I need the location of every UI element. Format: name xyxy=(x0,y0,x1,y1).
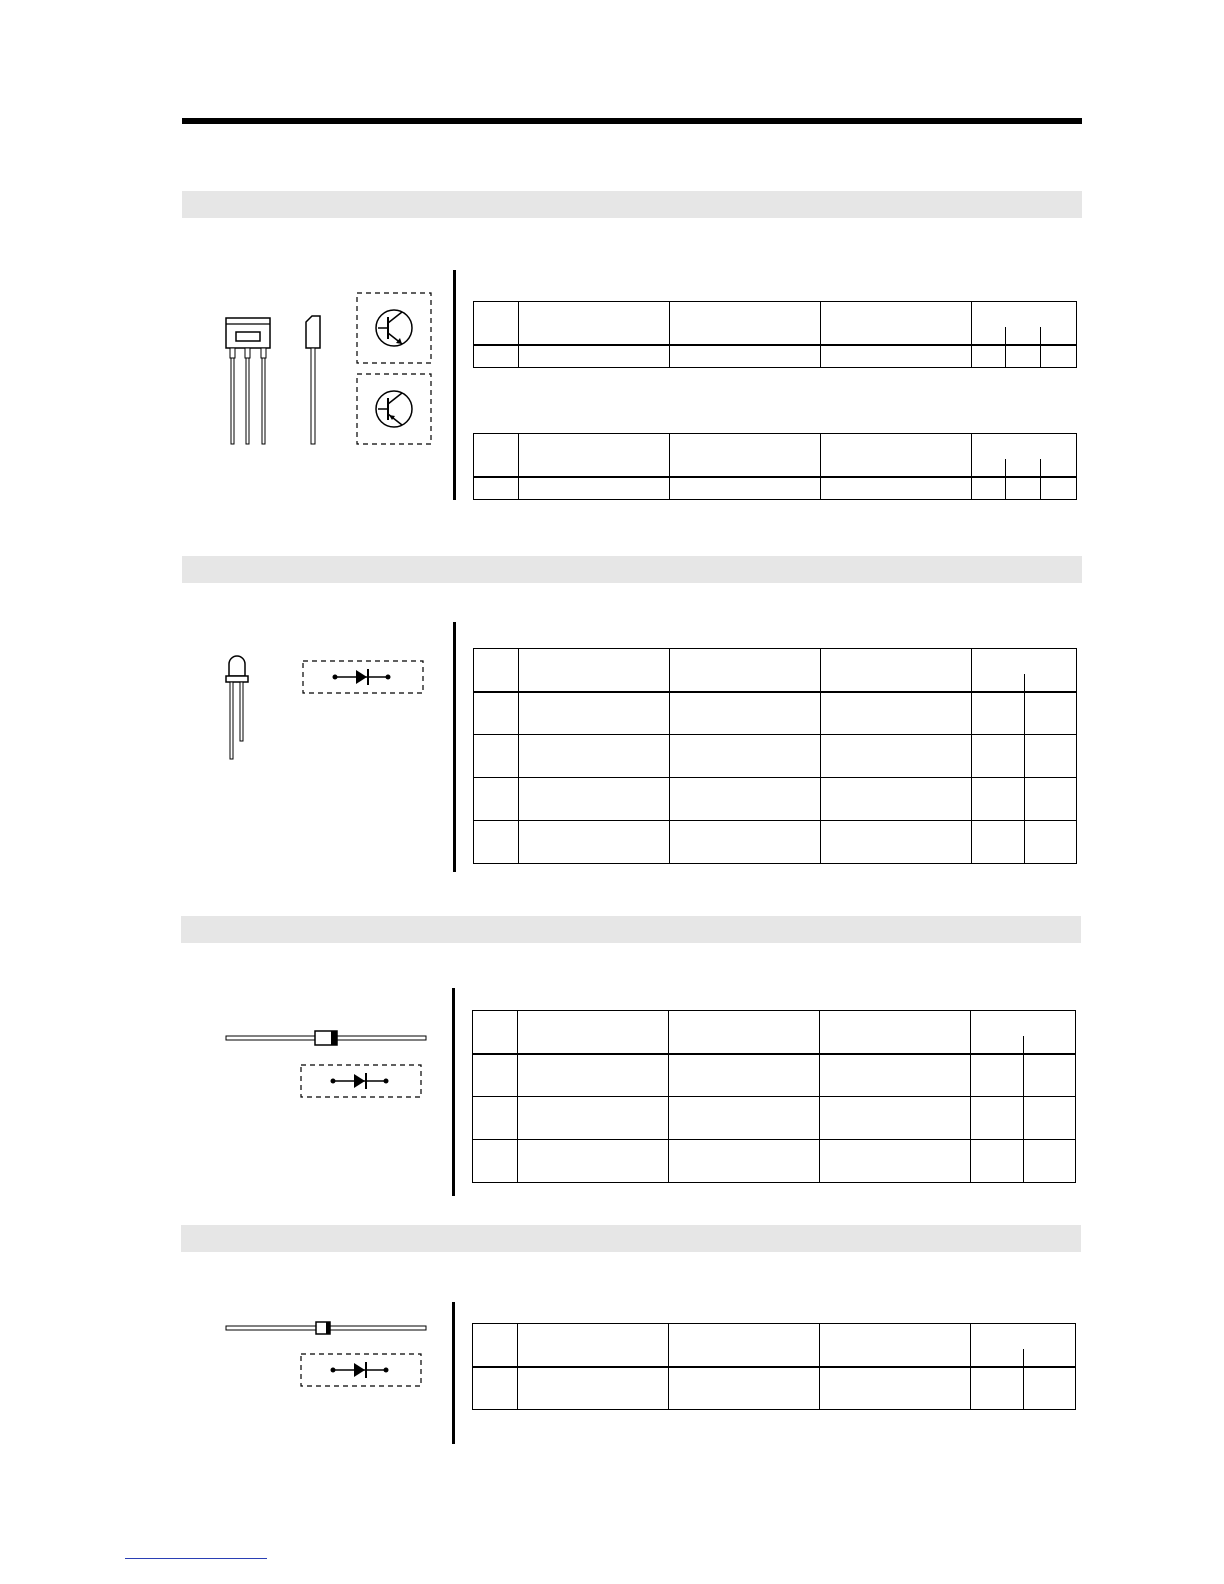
table-cell xyxy=(821,735,972,778)
table-header-cell xyxy=(670,434,821,477)
table-header-cell xyxy=(519,434,670,477)
cell-subdivider xyxy=(1005,346,1006,368)
table-cell xyxy=(820,1140,971,1183)
table-cell xyxy=(821,477,972,500)
table-header-cell xyxy=(518,1011,669,1054)
table-cell xyxy=(820,1367,971,1410)
spec-table-4 xyxy=(472,1323,1076,1410)
header-subdivider xyxy=(1023,1349,1024,1366)
table-cell xyxy=(474,821,519,864)
transistor-package-front-icon xyxy=(224,316,274,448)
table-cell xyxy=(669,1097,820,1140)
cell-subdivider xyxy=(1024,821,1025,863)
table-header-cell xyxy=(519,302,670,345)
table-cell xyxy=(474,735,519,778)
table-cell xyxy=(971,1097,1076,1140)
table-header-cell xyxy=(519,649,670,692)
table-cell xyxy=(971,1367,1076,1410)
table-cell xyxy=(821,692,972,735)
table-cell xyxy=(972,477,1077,500)
table-row xyxy=(473,1140,1076,1183)
table-row xyxy=(474,821,1077,864)
table-cell xyxy=(474,345,519,368)
table-cell xyxy=(971,1054,1076,1097)
section-band-3 xyxy=(181,916,1081,943)
table-row xyxy=(473,1367,1076,1410)
table-cell xyxy=(821,821,972,864)
section-divider-1 xyxy=(453,270,456,500)
table-cell xyxy=(474,692,519,735)
table-header-cell xyxy=(670,649,821,692)
table-cell xyxy=(820,1054,971,1097)
table-row xyxy=(474,778,1077,821)
header-subdivider xyxy=(1005,459,1006,476)
table-cell xyxy=(474,477,519,500)
table-cell xyxy=(820,1097,971,1140)
spec-table-3 xyxy=(472,1010,1076,1183)
table-header-cell xyxy=(473,1324,518,1367)
table-cell xyxy=(473,1367,518,1410)
section-band-4 xyxy=(181,1225,1081,1252)
table-row xyxy=(474,477,1077,500)
table-header-cell xyxy=(474,649,519,692)
table-cell xyxy=(518,1140,669,1183)
table-header-cell xyxy=(820,1324,971,1367)
table-cell xyxy=(670,778,821,821)
table-cell xyxy=(669,1367,820,1410)
table-header-cell xyxy=(670,302,821,345)
section-divider-2 xyxy=(453,622,456,872)
table-cell xyxy=(473,1140,518,1183)
table-cell xyxy=(670,345,821,368)
cell-subdivider xyxy=(1040,478,1041,500)
led-package-icon xyxy=(222,654,252,762)
table-header-cell xyxy=(821,649,972,692)
cell-subdivider xyxy=(1040,346,1041,368)
table-cell xyxy=(518,1054,669,1097)
section-band-1 xyxy=(182,191,1082,218)
table-cell xyxy=(474,778,519,821)
spec-table-1b xyxy=(473,433,1077,500)
header-subdivider xyxy=(1040,459,1041,476)
table-cell xyxy=(971,1140,1076,1183)
table-header-cell xyxy=(669,1011,820,1054)
table-cell xyxy=(972,692,1077,735)
axial-diode-package-icon xyxy=(226,1320,428,1336)
table-cell xyxy=(519,735,670,778)
diode-symbol-icon xyxy=(302,660,424,694)
table-cell xyxy=(473,1054,518,1097)
table-row xyxy=(473,1054,1076,1097)
table-cell xyxy=(519,345,670,368)
table-header-cell xyxy=(821,302,972,345)
header-subdivider xyxy=(1024,674,1025,691)
table-cell xyxy=(519,821,670,864)
table-header-cell xyxy=(972,649,1077,692)
header-subdivider xyxy=(1040,327,1041,344)
table-header-cell xyxy=(820,1011,971,1054)
cell-subdivider xyxy=(1005,478,1006,500)
table-cell xyxy=(519,778,670,821)
section-divider-3 xyxy=(452,988,455,1196)
table-row xyxy=(473,1097,1076,1140)
header-subdivider xyxy=(1005,327,1006,344)
cell-subdivider xyxy=(1023,1055,1024,1097)
npn-transistor-symbol-icon xyxy=(356,292,432,364)
table-header-cell xyxy=(518,1324,669,1367)
table-cell xyxy=(670,692,821,735)
table-cell xyxy=(670,735,821,778)
transistor-package-side-icon xyxy=(302,314,324,446)
section-band-2 xyxy=(182,556,1082,583)
diode-symbol-icon xyxy=(300,1064,422,1098)
top-rule xyxy=(182,118,1082,124)
section-divider-4 xyxy=(452,1302,455,1444)
pnp-transistor-symbol-icon xyxy=(356,373,432,445)
table-header-cell xyxy=(474,302,519,345)
footer-link[interactable] xyxy=(125,1558,267,1559)
table-cell xyxy=(972,735,1077,778)
diode-symbol-icon xyxy=(300,1353,422,1387)
cell-subdivider xyxy=(1023,1140,1024,1182)
cell-subdivider xyxy=(1024,778,1025,820)
table-header-cell xyxy=(473,1011,518,1054)
table-cell xyxy=(972,778,1077,821)
table-cell xyxy=(669,1140,820,1183)
table-cell xyxy=(821,778,972,821)
spec-table-1a xyxy=(473,301,1077,368)
table-cell xyxy=(670,821,821,864)
table-header-cell xyxy=(669,1324,820,1367)
table-cell xyxy=(518,1097,669,1140)
table-row xyxy=(474,735,1077,778)
cell-subdivider xyxy=(1024,693,1025,735)
table-header-cell xyxy=(474,434,519,477)
header-subdivider xyxy=(1023,1036,1024,1053)
table-cell xyxy=(972,821,1077,864)
spec-table-2 xyxy=(473,648,1077,864)
table-header-cell xyxy=(972,302,1077,345)
table-row xyxy=(474,692,1077,735)
table-row xyxy=(474,345,1077,368)
table-cell xyxy=(519,692,670,735)
table-cell xyxy=(821,345,972,368)
table-cell xyxy=(518,1367,669,1410)
table-header-cell xyxy=(971,1324,1076,1367)
cell-subdivider xyxy=(1024,735,1025,777)
table-header-cell xyxy=(821,434,972,477)
table-cell xyxy=(519,477,670,500)
axial-diode-package-icon xyxy=(226,1030,428,1046)
cell-subdivider xyxy=(1023,1368,1024,1410)
table-cell xyxy=(972,345,1077,368)
table-cell xyxy=(669,1054,820,1097)
cell-subdivider xyxy=(1023,1097,1024,1139)
table-header-cell xyxy=(972,434,1077,477)
table-cell xyxy=(670,477,821,500)
table-cell xyxy=(473,1097,518,1140)
table-header-cell xyxy=(971,1011,1076,1054)
